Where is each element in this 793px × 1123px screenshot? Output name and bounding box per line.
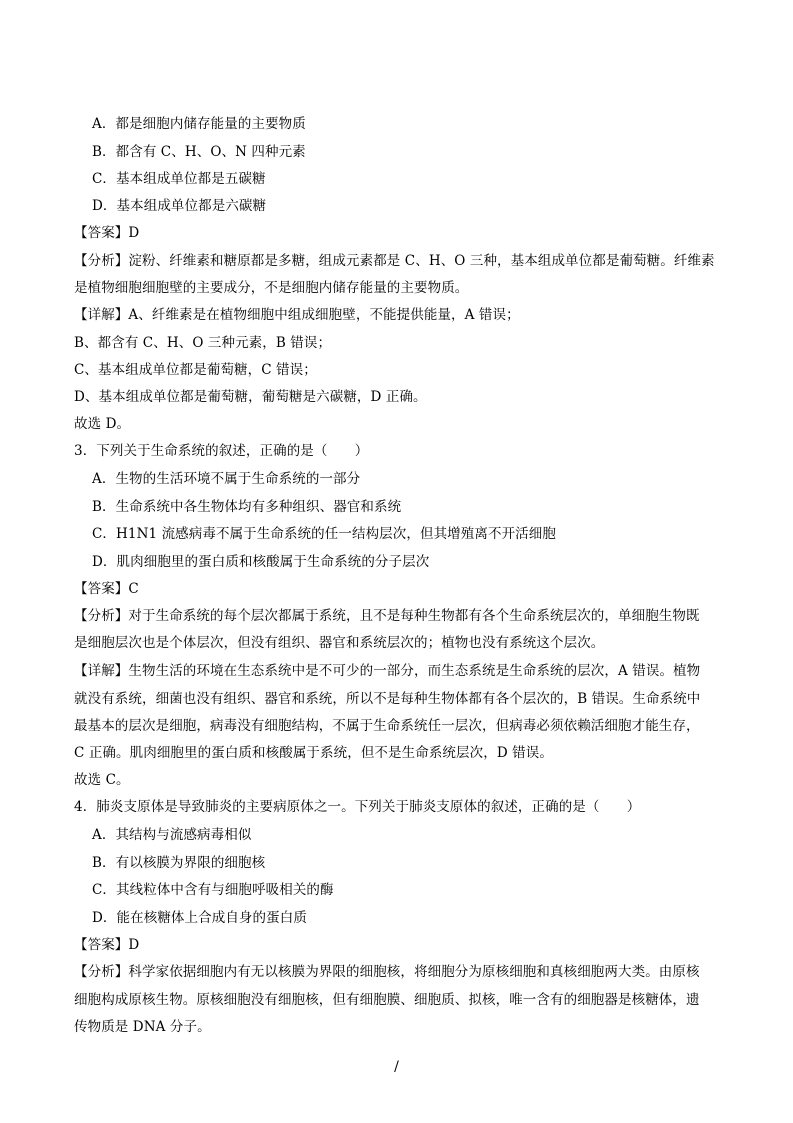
option-d: D．基本组成单位都是六碳糖 xyxy=(92,198,267,214)
explanation-line: C 正确。肌肉细胞里的蛋白质和核酸属于系统，但不是生命系统层次，D 错误。 xyxy=(74,745,553,761)
explanation-line: 最基本的层次是细胞，病毒没有细胞结构，不属于生命系统任一层次，但病毒必须依赖活细胞才能生存， xyxy=(74,718,700,734)
answer-line: 【答案】C xyxy=(74,581,139,597)
analysis-line: 是细胞层次也是个体层次，但没有组织、器官和系统层次的；植物也没有系统这个层次。 xyxy=(74,635,605,651)
answer-line: 【答案】D xyxy=(74,225,140,241)
explanation-line: C、基本组成单位都是葡萄糖，C 错误； xyxy=(74,362,317,378)
analysis-line: 细胞构成原核生物。原核细胞没有细胞核，但有细胞膜、细胞质、拟核，唯一含有的细胞器是核糖体，遗 xyxy=(74,992,700,1008)
explanation-line: B、都含有 C、H、O 三种元素，B 错误； xyxy=(74,335,332,351)
option-b: B．生命系统中各生物体均有多种组织、器官和系统 xyxy=(92,499,402,515)
explanation-line: 就没有系统，细菌也没有组织、器官和系统，所以不是每种生物体都有各个层次的，B 错误。生命系统中 xyxy=(74,691,701,707)
question-4-stem: 4．肺炎支原体是导致肺炎的主要病原体之一。下列关于肺炎支原体的叙述，正确的是（ ） xyxy=(74,799,641,815)
analysis-line: 【分析】对于生命系统的每个层次都属于系统，且不是每种生物都有各个生命系统层次的，单细胞生物既 xyxy=(74,608,700,624)
option-c: C．其线粒体中含有与细胞呼吸相关的酶 xyxy=(92,882,334,898)
option-d: D．肌肉细胞里的蛋白质和核酸属于生命系统的分子层次 xyxy=(92,554,430,570)
answer-line: 【答案】D xyxy=(74,937,140,953)
option-c: C．基本组成单位都是五碳糖 xyxy=(92,171,266,187)
analysis-line: 传物质是 DNA 分子。 xyxy=(74,1019,211,1035)
option-a: A．生物的生活环境不属于生命系统的一部分 xyxy=(92,471,361,487)
conclusion-line: 故选 C。 xyxy=(74,772,130,788)
analysis-line: 是植物细胞细胞壁的主要成分，不是细胞内储存能量的主要物质。 xyxy=(74,280,469,296)
conclusion-line: 故选 D。 xyxy=(74,416,131,432)
explanation-line: D、基本组成单位都是葡萄糖，葡萄糖是六碳糖，D 正确。 xyxy=(74,389,427,405)
page-footer: / xyxy=(394,1059,399,1075)
explanation-line: 【详解】生物生活的环境在生态系统中是不可少的一部分，而生态系统是生命系统的层次，A 错误。植物 xyxy=(74,663,701,679)
explanation-line: 【详解】A、纤维素是在植物细胞中组成细胞壁，不能提供能量，A 错误； xyxy=(74,307,520,323)
option-c: C．H1N1 流感病毒不属于生命系统的任一结构层次，但其增殖离不开活细胞 xyxy=(92,526,556,542)
option-a: A．其结构与流感病毒相似 xyxy=(92,827,252,843)
option-b: B．都含有 C、H、O、N 四种元素 xyxy=(92,144,306,160)
option-b: B．有以核膜为界限的细胞核 xyxy=(92,855,266,871)
analysis-line: 【分析】科学家依据细胞内有无以核膜为界限的细胞核，将细胞分为原核细胞和真核细胞两大类。由原核 xyxy=(74,964,700,980)
question-3-stem: 3．下列关于生命系统的叙述，正确的是（ ） xyxy=(74,443,369,459)
option-a: A．都是细胞内储存能量的主要物质 xyxy=(92,116,306,132)
option-d: D．能在核糖体上合成自身的蛋白质 xyxy=(92,910,307,926)
analysis-line: 【分析】淀粉、纤维素和糖原都是多糖，组成元素都是 C、H、O 三种，基本组成单位都是葡萄糖。纤维素 xyxy=(74,253,715,269)
